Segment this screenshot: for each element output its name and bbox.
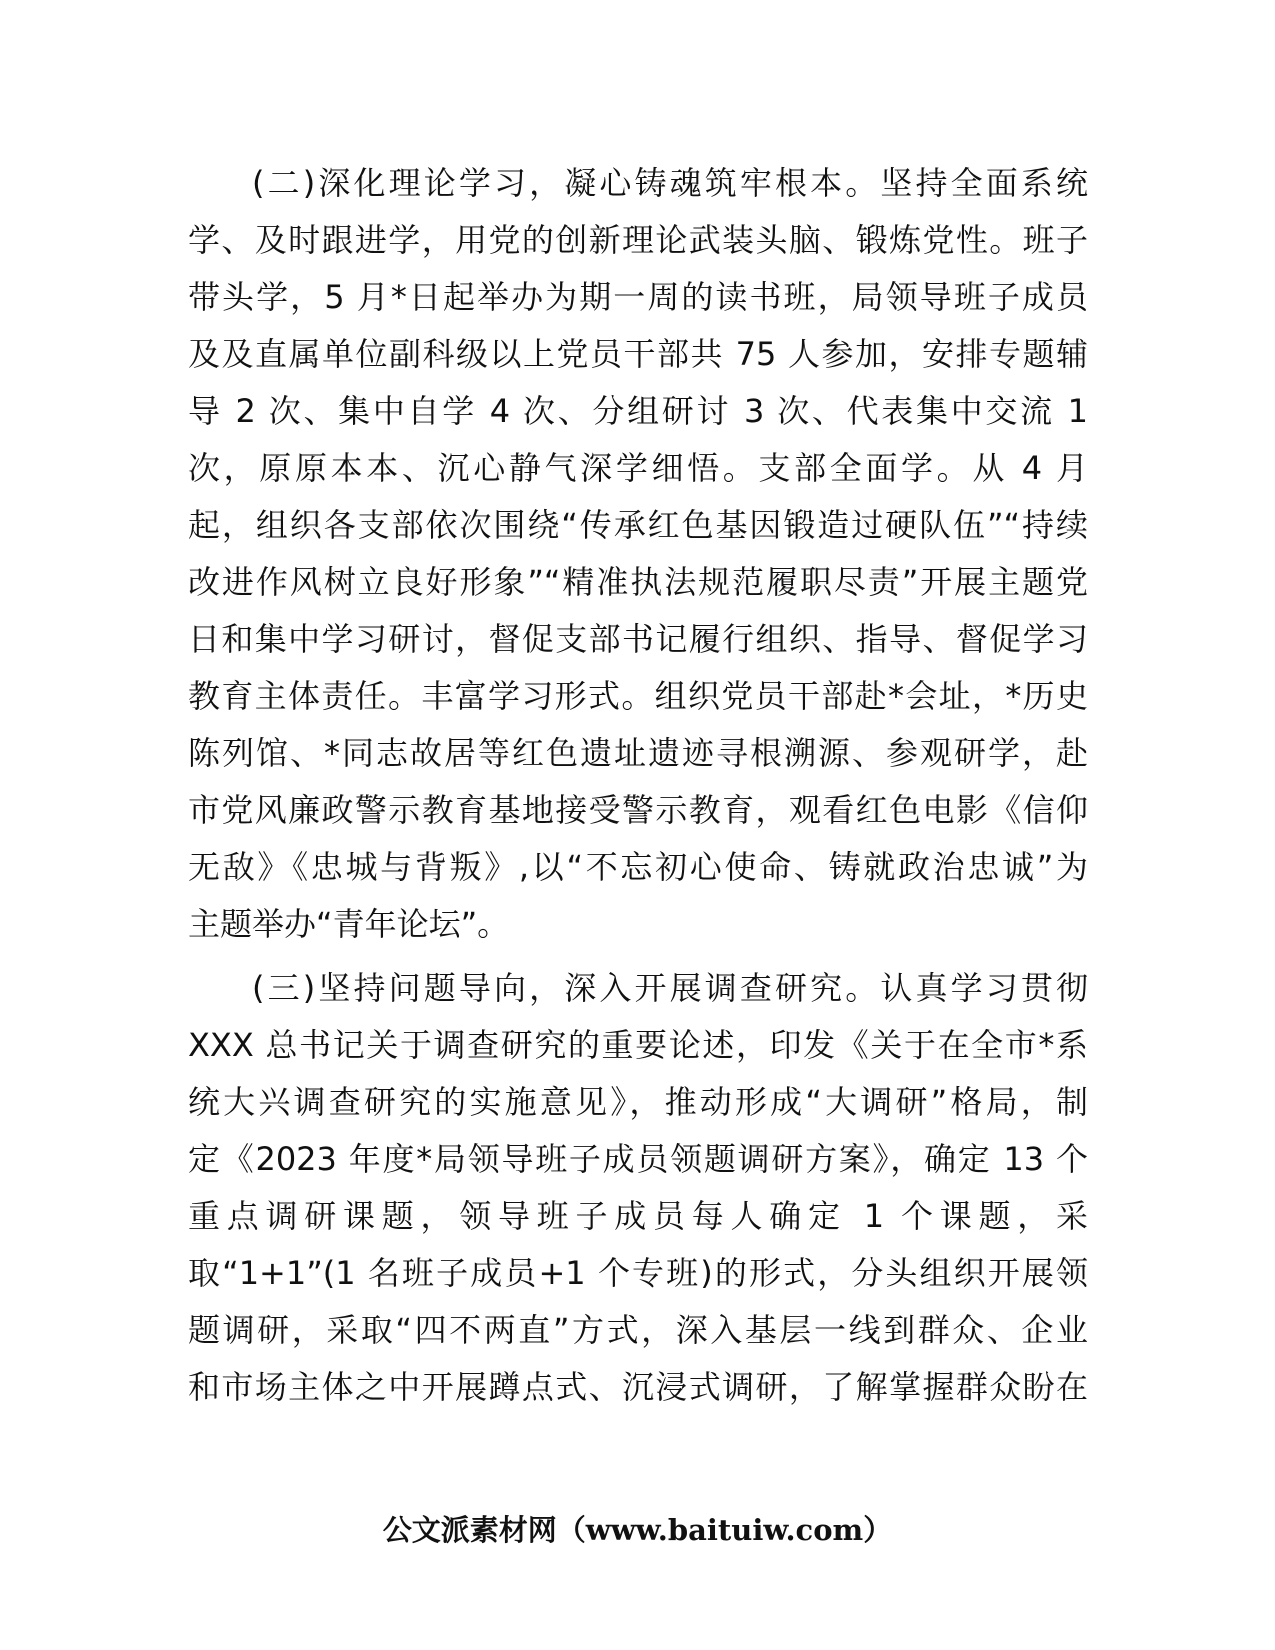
text-line: 陈列馆、*同志故居等红色遗址遗迹寻根溯源、参观研学，赴	[188, 734, 1088, 772]
text-line: 定《2023 年度*局领导班子成员领题调研方案》，确定 13 个	[188, 1140, 1088, 1178]
text-line: 重点调研课题，领导班子成员每人确定 1 个课题，采	[188, 1197, 1088, 1235]
text-line: (二)深化理论学习，凝心铸魂筑牢根本。坚持全面系统	[252, 164, 1088, 202]
footer-watermark-text: 公文派素材网（www.baituiw.com）	[382, 1513, 893, 1547]
text-line: 和市场主体之中开展蹲点式、沉浸式调研，了解掌握群众盼在	[188, 1368, 1088, 1406]
text-line: 次，原原本本、沉心静气深学细悟。支部全面学。从 4 月	[188, 449, 1088, 487]
text-line: 及及直属单位副科级以上党员干部共 75 人参加，安排专题辅	[188, 335, 1088, 373]
text-line: 起，组织各支部依次围绕“传承红色基因锻造过硬队伍”“持续	[188, 506, 1088, 544]
text-line: 取“1+1”(1 名班子成员+1 个专班)的形式，分头组织开展领	[188, 1254, 1088, 1292]
text-line: 教育主体责任。丰富学习形式。组织党员干部赴*会址，*历史	[188, 677, 1088, 715]
text-line: (三)坚持问题导向，深入开展调查研究。认真学习贯彻	[252, 969, 1088, 1007]
text-line: 日和集中学习研讨，督促支部书记履行组织、指导、督促学习	[188, 620, 1088, 658]
text-line: XXX 总书记关于调查研究的重要论述，印发《关于在全市*系	[188, 1026, 1088, 1064]
paragraph-2	[188, 155, 1088, 953]
text-line: 导 2 次、集中自学 4 次、分组研讨 3 次、代表集中交流 1	[188, 392, 1088, 430]
text-line: 统大兴调查研究的实施意见》，推动形成“大调研”格局，制	[188, 1083, 1088, 1121]
text-line: 学、及时跟进学，用党的创新理论武装头脑、锻炼党性。班子	[188, 221, 1088, 259]
text-line: 市党风廉政警示教育基地接受警示教育，观看红色电影《信仰	[188, 791, 1088, 829]
text-line: 主题举办“青年论坛”。	[188, 905, 510, 943]
text-line: 带头学，5 月*日起举办为期一周的读书班，局领导班子成员	[188, 278, 1088, 316]
text-line: 无敌》《忠城与背叛》,以“不忘初心使命、铸就政治忠诚”为	[188, 848, 1088, 886]
text-line: 改进作风树立良好形象”“精准执法规范履职尽责”开展主题党	[188, 563, 1088, 601]
paragraph-3	[188, 960, 1088, 1416]
document-body	[188, 155, 1088, 1416]
text-line: 题调研，采取“四不两直”方式，深入基层一线到群众、企业	[188, 1311, 1088, 1349]
